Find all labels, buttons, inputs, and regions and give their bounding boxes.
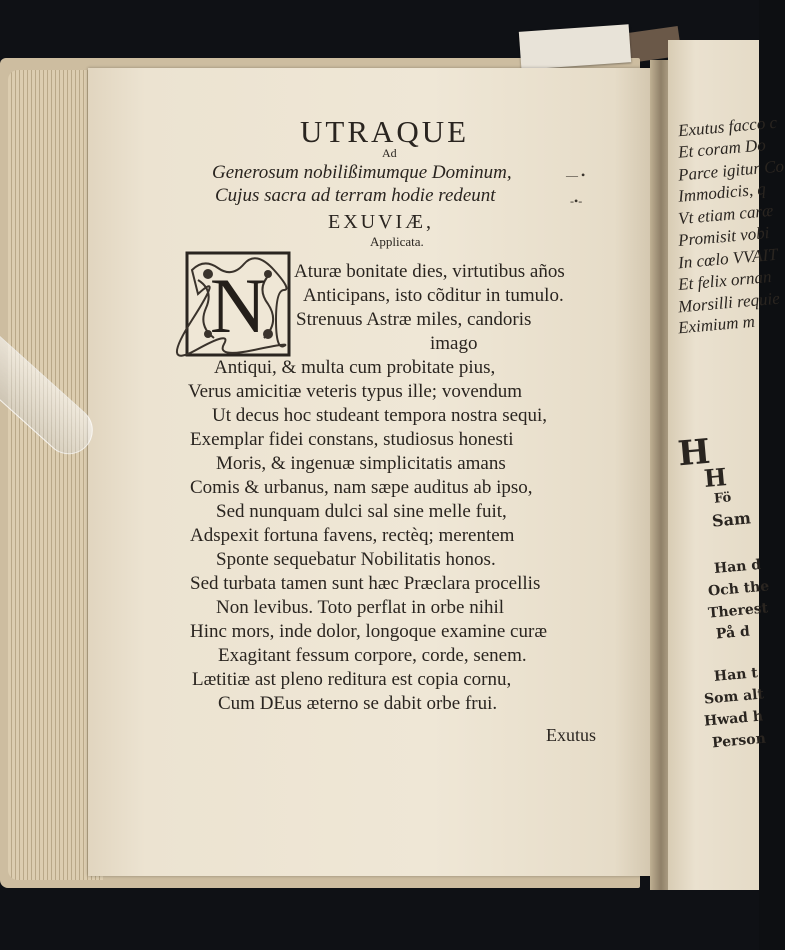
- ad-line: Ad: [382, 146, 397, 160]
- right-page-line: Morsilli requie: [677, 288, 781, 317]
- blackletter-line: Han d: [713, 556, 762, 578]
- right-page-line: Eximium m: [677, 311, 756, 338]
- verse-line: Anticipans, isto cõditur in tumulo.: [303, 285, 564, 306]
- verse-line: Cum DEus æterno se dabit orbe frui.: [218, 693, 498, 714]
- verse-line: Antiqui, & multa cum probitate pius,: [214, 357, 496, 378]
- verse-line: Moris, & ingenuæ simplicitatis amans: [216, 453, 506, 474]
- verse-line: Strenuus Astræ miles, candoris: [296, 309, 532, 330]
- right-page-line: In cœlo VVAIT: [677, 244, 779, 273]
- exuviae-heading: EXUVIÆ,: [328, 211, 434, 233]
- paper-tab: [519, 24, 631, 70]
- blackletter-line: Fö: [713, 490, 732, 507]
- verse-line: Non levibus. Toto perflat in orbe nihil: [216, 597, 505, 618]
- verse-line: Ut decus hoc studeant tempora nostra sequi,: [212, 405, 548, 426]
- blackletter-line: Och the: [707, 578, 770, 600]
- blackletter-line: Person: [711, 730, 767, 752]
- right-page-line: Promisit vobi: [677, 223, 771, 250]
- verse-line: Exagitant fessum corpore, corde, senem.: [218, 645, 527, 666]
- right-page-line: Immodicis, q: [677, 179, 767, 206]
- verse-line: Verus amicitiæ veteris typus ille; vovendum: [188, 381, 523, 402]
- verse-line: Hinc mors, inde dolor, longoque examine curæ: [190, 621, 547, 642]
- verse-line: imago: [430, 333, 478, 354]
- initial-ornament-icon: [184, 250, 292, 358]
- verse-line: Sed turbata tamen sunt hæc Præclara procellis: [190, 573, 541, 594]
- verse-line: Adspexit fortuna favens, rectèq; merentem: [190, 525, 515, 546]
- verse-line: Exemplar fidei constans, studiosus honesti: [190, 429, 514, 450]
- blackletter-line: Sam: [711, 508, 752, 531]
- blackletter-initial: H: [676, 431, 712, 475]
- ornament-dash: — •: [566, 168, 586, 182]
- verse-line: Aturæ bonitate dies, virtutibus años: [294, 261, 565, 282]
- initial-letter: N: [209, 262, 267, 349]
- blackletter-line: Hwad h: [703, 708, 764, 730]
- applicata-line: Applicata.: [370, 234, 424, 249]
- blackletter-line: På d: [715, 623, 751, 643]
- decorated-initial: [184, 250, 292, 358]
- right-page: [668, 40, 785, 890]
- right-page-line: Exutus facco c: [677, 112, 778, 141]
- right-page-line: Vt etiam caræ: [677, 200, 775, 229]
- verse-line: Lætitiæ ast pleno reditura est copia cornu,: [192, 669, 512, 690]
- right-page-line: Et felix ornan: [677, 266, 773, 295]
- verse-line: Comis & urbanus, nam sæpe auditus ab ipso,: [190, 477, 533, 498]
- blackletter-line: Therest: [707, 600, 769, 622]
- blackletter-line: H: [702, 462, 728, 493]
- blackletter-line: Han t: [713, 665, 759, 685]
- verse-line: Sed nunquam dulci sal sine melle fuit,: [216, 501, 507, 522]
- page-title: UTRAQUE: [300, 114, 470, 149]
- verse-line: Sponte sequebatur Nobilitatis honos.: [216, 549, 496, 570]
- dedication-line-1: Generosum nobilißimumque Dominum,: [212, 162, 512, 183]
- right-page-line: Et coram Do: [677, 135, 767, 162]
- blackletter-line: Som alt: [703, 686, 765, 708]
- ornament-dash: -•-: [570, 194, 583, 208]
- dedication-line-2: Cujus sacra ad terram hodie redeunt: [215, 185, 496, 206]
- catchword: Exutus: [546, 725, 597, 745]
- right-page-line: Parce igitur Co: [677, 156, 785, 185]
